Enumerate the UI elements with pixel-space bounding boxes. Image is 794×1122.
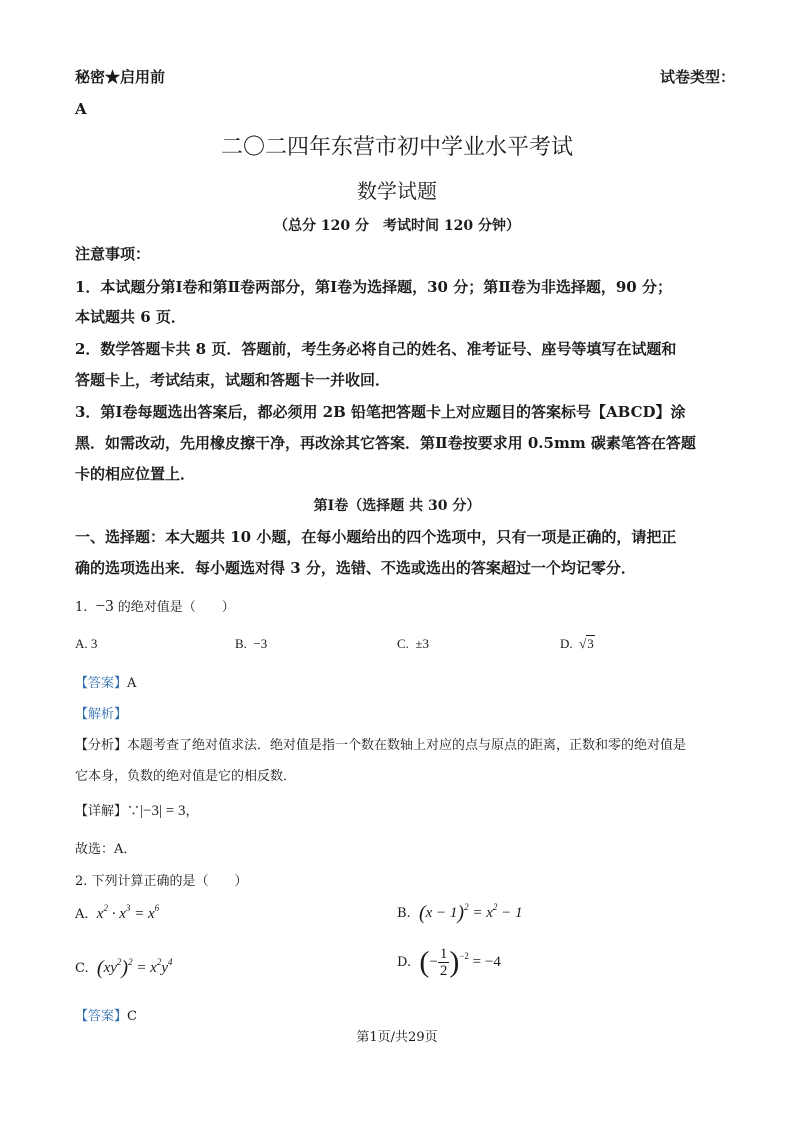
option-b: B. −3 (235, 636, 268, 651)
notice-line: 本试题共 6 页． (75, 308, 186, 326)
section-title: 第Ⅰ卷（选择题 共 30 分） (313, 498, 481, 514)
notice-line: 卡的相应位置上． (75, 465, 196, 483)
question-expr: −3 (95, 596, 114, 615)
section-intro: 一、选择题：本大题共 10 小题，在每小题给出的四个选项中，只有一项是正确的，请把正 (75, 528, 677, 546)
answer-1: 【答案】A (75, 676, 137, 691)
exam-subject: 数学试题 (357, 179, 437, 203)
fenxi-line: 它本身，负数的绝对值是它的相反数． (75, 769, 297, 784)
page-footer: 第1页/共29页 (356, 1030, 438, 1045)
exam-title: 二〇二四年东营市初中学业水平考试 (220, 135, 573, 160)
secret-label: 秘密★启用前 (75, 68, 166, 86)
option-a: A. 3 (75, 636, 98, 651)
fenxi-line: 【分析】本题考查了绝对值求法．绝对值是指一个数在数轴上对应的点与原点的距离，正数和零的绝对值是 (75, 738, 687, 753)
notice-line: 2．数学答题卡共 8 页．答题前，考生务必将自己的姓名、准考证号、座号等填写在试题和 (75, 340, 677, 358)
paper-type-value: A (75, 100, 87, 118)
question-number: 1. (75, 600, 88, 615)
option-c: C. ±3 (397, 636, 430, 651)
answer-tag: 【答案】 (75, 1009, 128, 1024)
paper-type-label: 试卷类型： (660, 68, 736, 86)
question-2: 2. 下列计算正确的是（ ） (75, 874, 248, 889)
exam-info: （总分 120 分 考试时间 120 分钟） (274, 218, 520, 234)
section-intro: 确的选项选出来．每小题选对得 3 分，选错、不选或选出的答案超过一个均记零分． (75, 559, 636, 577)
conclusion: 故选：A． (75, 842, 137, 857)
notice-line: 1．本试题分第Ⅰ卷和第Ⅱ卷两部分，第Ⅰ卷为选择题，30 分；第Ⅱ卷为非选择题，90 分； (75, 278, 672, 296)
q2-option-a: A. $x^2 \cdot x^3 = x^6$ (75, 903, 160, 922)
q2-option-b: B. $(x - 1)^2 = x^2 - 1$ (397, 902, 523, 924)
option-d: D. √3 (560, 636, 594, 651)
notice-line: 答题卡上，考试结束，试题和答题卡一并收回． (75, 371, 391, 389)
answer-tag: 【答案】 (75, 676, 128, 691)
analysis-tag: 【解析】 (75, 707, 128, 722)
sqrt-expr: √3 (579, 636, 594, 651)
answer-2: 【答案】C (75, 1009, 137, 1024)
detail-line: 【详解】∵|−3| = 3， (75, 803, 199, 819)
notice-line: 3．第Ⅰ卷每题选出答案后，都必须用 2B 铅笔把答题卡上对应题目的答案标号【ABCD】涂 (75, 403, 686, 421)
q2-option-d: D. (− $\frac{1}{2}$ )$^{-2}$ = −4 (397, 945, 501, 979)
q2-option-c: C. $(xy^2)^2 = x^2y^4$ (75, 957, 173, 979)
notice-heading: 注意事项： (75, 245, 151, 263)
question-stem: 的绝对值是（ ） (117, 600, 235, 615)
notice-line: 黑．如需改动，先用橡皮擦干净，再改涂其它答案．第Ⅱ卷按要求用 0.5mm 碳素笔答在答题 (75, 434, 696, 452)
question-1 (75, 596, 235, 616)
